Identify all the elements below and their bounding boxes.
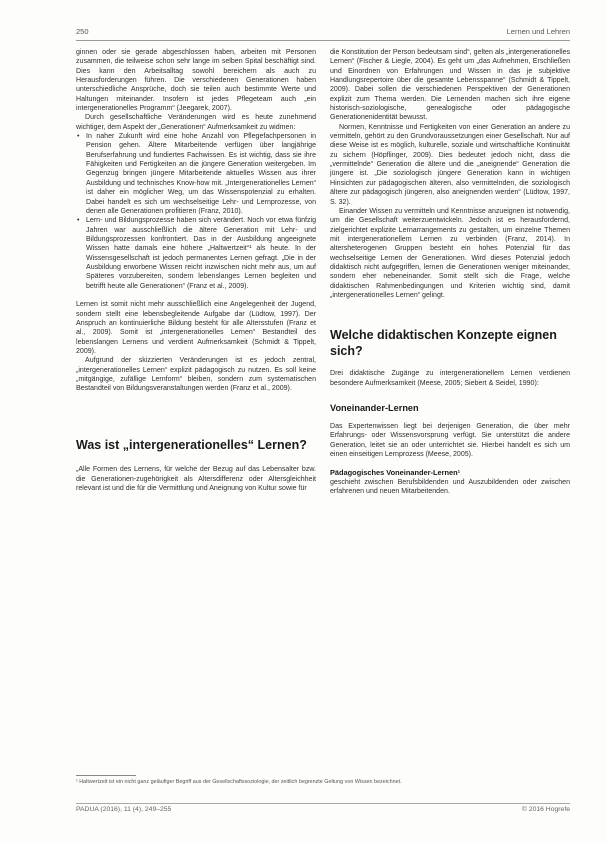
publisher-mark: © 2016 Hogrefe [521,806,570,813]
paragraph: die Konstitution der Person bedeutsam sind“, gelten als „intergenerationelles Lernen“ (Fischer & Liegle, 2004). Es geht um „das Aufnehmen, Erschließen und Einordnen von Erfahrungen und Wissen in das je subjektive Handlungsrepertoire über die gesamte Lebensspanne“ (Schmidt & Tippelt, 2009). Dabei sollen die verschiedenen Perspektiven der Generationen explizit zum Thema werden. Die Lernenden machen sich ihre eigene historisch-soziologische, genealogische oder pädagogische Generationenidentität bewusst. [330,49,570,122]
left-column [76,48,316,493]
spacer [76,394,316,438]
spacer [330,300,570,328]
right-column [330,48,570,496]
paragraph: ginnen oder sie gerade abgeschlossen haben, arbeiten mit Personen zusammen, die teilweise schon sehr lange im selben Spital beschäftigt sind. Dies kann den Arbeitsalltag sowohl bereichern als auch zu Herausforderungen führen. Die verschiedenen Generationen haben unterschiedliche Ansprüche, doch sie teilen auch bestimmte Werte und Haltungen miteinander. Insofern ist jedes Pflegeteam auch „ein intergenerationelles Programm“ (Jeegarek, 2007). [76,49,316,113]
header-rule [76,40,570,41]
spacer [330,459,570,468]
paragraph: Durch gesellschaftliche Veränderungen wird es heute zunehmend wichtiger, dem Aspekt der „Generationen“ Aufmerksamkeit zu widmen: [76,114,316,131]
footnote: ¹ Haltwertzeit ist ein nicht ganz geläufiger Begriff aus der Gesellschaftssoziologie, der zeitlich begrenzte Geltung von Wissen bezeichnet. [76,779,402,785]
footer-rule [76,803,570,804]
section-heading: Welche didaktischen Konzepte eignen sich? [330,328,557,358]
spacer [330,414,570,422]
bullet-item: • In naher Zukunft wird eine hohe Anzahl von Pflegefachpersonen in Pension gehen. Ältere Mitarbeitende verfügen über langjährige Berufserfahrung und fundiertes Fachwissen. Es ist wichtig, dass sie ihre Fähigkeiten und Fertigkeiten an die jüngere Generation weitergeben. Im Gegenzug bringen jüngere Mitarbeitende aktuelles Wissen aus ihrer Ausbildung und technisches Know-how mit. „Intergenerationelles Lernen“ ist daher ein möglicher Weg, um das Wissenspotenzial zu erhalten. Dabei handelt es sich um wechselseitige Lehr- und Lernprozesse, von denen alle Generationen profitieren (Franz, 2010). [76,132,316,216]
section-heading: Was ist „intergenerationelles“ Lernen? [76,437,307,452]
spacer [76,453,316,465]
spacer [330,359,570,369]
paragraph: Normen, Kenntnisse und Fertigkeiten von einer Generation an andere zu vermitteln, gehört zu den Grundvoraussetzungen einer Gesellschaft. Nur auf diese Weise ist es möglich, kulturelle, soziale und wirtschaftliche Kontinuität zu sichern (Höpflinger, 2009). Dies bedeutet jedoch nicht, dass die „vermittelnde“ Generation die ältere und die „aneignende“ Generation die jüngere ist. „Die soziologisch jüngere Generation kann in wichtigen Hinsichten zur pädagogischen älteren, also vermittelnden, die soziologisch ältere zur pädagogisch jüngeren, also aneignenden werden“ (Lüdtow, 1997, S. 32). [330,123,570,206]
paragraph: Einander Wissen zu vermitteln und Kenntnisse anzueignen ist notwendig, um die Gesellschaft weiterzuentwickeln. Jedoch ist es herausfordernd, zielgerichtet explizite Lernarrangements zu gestalten, um einzelne Themen mit intergenerationellem Lernen zu verbinden (Franz, 2014). In altersheterogenen Gruppen besteht ein hohes Potenzial für das wechselseitige Lernen der Generationen. Wird dieses Potenzial jedoch didaktisch nicht aufgegriffen, lernen die Generationen weniger miteinander, sondern eher nebeneinander. Somit stellt sich die Frage, welche didaktischen Rahmenbedingungen und Kriterien wichtig sind, damit „intergenerationelles Lernen“ gelingt. [330,207,570,299]
paragraph: Aufgrund der skizzierten Veränderungen ist es jedoch zentral, „intergenerationelles Lernen“ explizit pädagogisch zu nutzen. Es soll keine „mitgängige, zufällige Lernform“ bleiben, sondern zum systematischen Bestandteil von Bildungsveranstaltungen werden (Franz et al., 2009). [76,357,316,393]
paragraph: Drei didaktische Zugänge zu intergenerationellem Lernen verdienen besondere Aufmerksamkeit (Meese, 2005; Siebert & Seidel, 1990): [330,370,570,387]
journal-citation: PADUA (2016), 11 (4), 249–255 [76,806,172,813]
subheading: Voneinander-Lernen [330,402,419,413]
footnote-rule [76,775,136,776]
running-header [76,27,570,39]
bullet-item: • Lern- und Bildungsprozesse haben sich verändert. Noch vor etwa fünfzig Jahren war ausschließlich die ältere Generation mit Lehr- und Bildungsprozessen konfrontiert. Das in der Ausbildung angeeignete Wissen hatte damals eine höhere „Haltwertzeit“¹ als heute. In der Wissensgesellschaft ist jedoch permanentes Lernen gefragt. „Die in der Ausbildung erworbene Wissen reicht inzwischen nicht mehr aus, um auf Späteres vorzubereiten, sondern lebenslanges Lernen begleiten und betrifft heute alle Generationen“ (Franz et al., 2009). [76,216,316,291]
running-footer [76,806,570,816]
paragraph: geschieht zwischen Berufsbildenden und Auszubildenden oder zwischen erfahrenen und neuen Mitarbeitenden. [330,478,570,496]
subheading: Pädagogisches Voneinander-Lernen¹ [330,468,461,478]
page-number: 250 [76,27,89,36]
section-title: Lernen und Lehren [506,27,570,36]
spacer [330,388,570,402]
bullet-list [76,132,316,291]
paragraph: Das Expertenwissen liegt bei derjenigen Generation, die über mehr Erfahrungs- oder Wissensvorsprung verfügt. Sie unterstützt die andere Generation, leitet sie an oder unterrichtet sie. Hierbei handelt es sich um einen einseitigen Lernprozess (Meese, 2005). [330,422,570,458]
paragraph: „Alle Formen des Lernens, für welche der Bezug auf das Lebensalter bzw. die Generationen-zugehörigkeit als Altersdifferenz oder Altersgleichheit relevant ist und die für die Vermittlung und Aneignung von Kultur sowie für [76,466,316,492]
paragraph: Lernen ist somit nicht mehr ausschließlich eine Angelegenheit der Jugend, sondern stellt eine lebensbegleitende Aufgabe dar (Lüdtow, 1997). Der Anspruch an kontinuierliche Bildung besteht für alle Altersstufen (Franz et al., 2009). Somit ist „intergenerationelles Lernen“ Bestandteil des lebenslangen Lernens und verdient Aufmerksamkeit (Schmidt & Tippelt, 2009). [76,301,316,355]
